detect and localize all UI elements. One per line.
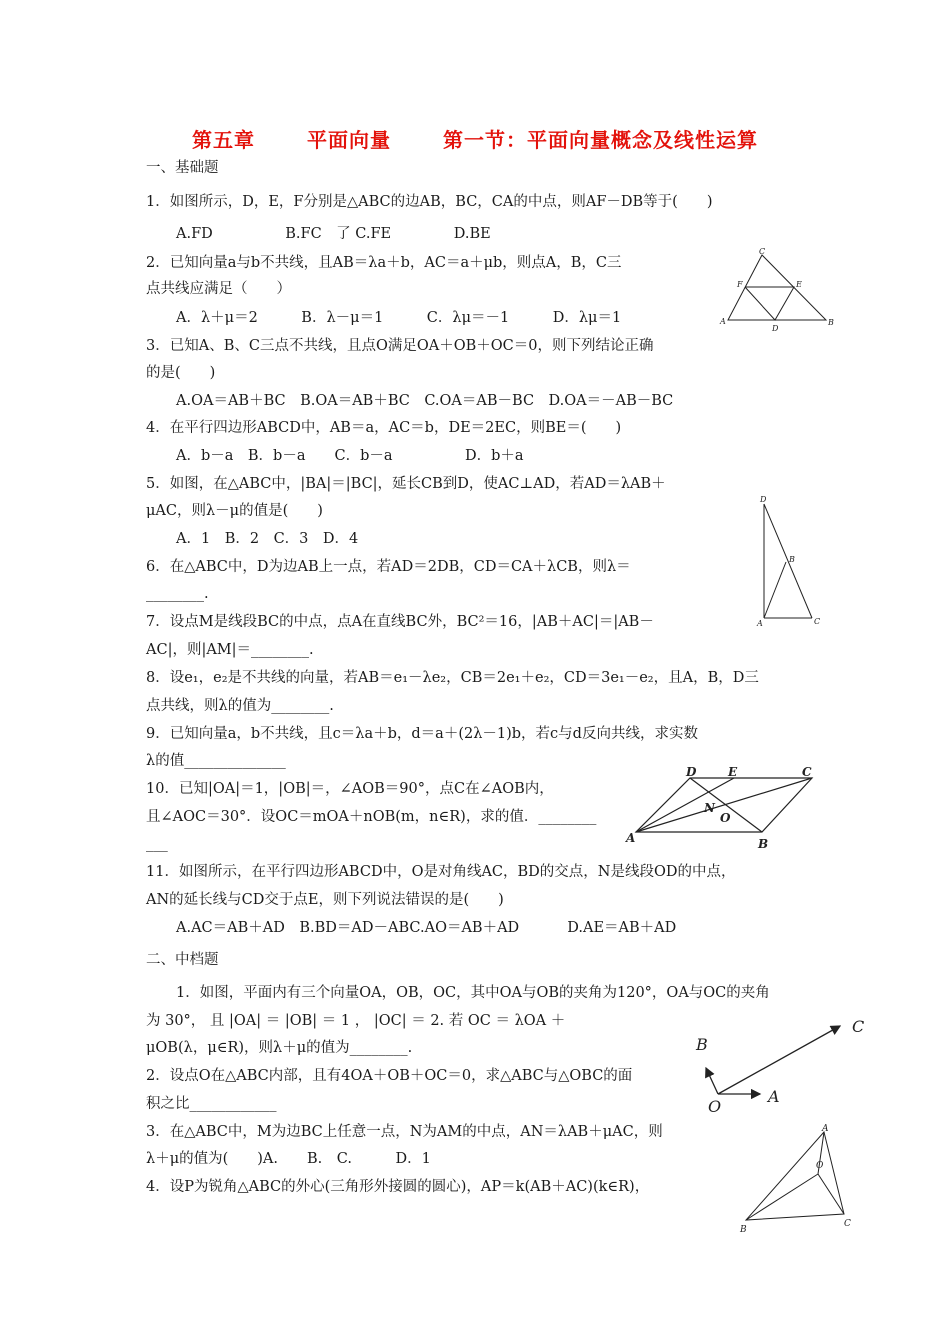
fig2-label: B	[789, 555, 795, 564]
problem-line: 2．已知向量a与b不共线，且AB＝λa＋b，AC＝a＋μb，则点A，B，C三	[146, 255, 622, 271]
fig5-label: C	[844, 1219, 851, 1229]
fig2-label: A	[757, 619, 763, 628]
problem-line: ___	[146, 836, 168, 852]
problem-line: AC|，则|AM|＝________.	[146, 642, 314, 658]
fig3-label: O	[720, 811, 731, 825]
section-heading-medium: 二、中档题	[146, 952, 219, 968]
fig3-label: D	[686, 765, 697, 779]
triangle-center-figure	[736, 1122, 860, 1236]
problem-line: ________.	[146, 586, 209, 602]
chapter-title: 第五章	[192, 128, 256, 152]
problem-line: μOB(λ，μ∈R)，则λ＋μ的值为________.	[146, 1040, 413, 1056]
fig4-label: B	[696, 1035, 708, 1054]
problem-line: A．1 B．2 C．3 D．4	[176, 531, 359, 547]
fig4-label: C	[852, 1017, 865, 1036]
fig5-label: B	[740, 1225, 747, 1235]
problem-line: A.OA＝AB＋BC B.OA＝AB＋BC C.OA＝AB－BC D.OA＝－AB－BC	[176, 393, 674, 409]
problem-line: 积之比____________	[146, 1096, 277, 1112]
section-heading-basic: 一、基础题	[146, 160, 219, 176]
problem-line: 1．如图，平面内有三个向量OA，OB，OC，其中OA与OB的夹角为120°，OA与OC的夹角	[176, 985, 770, 1001]
fig3-label: E	[728, 765, 738, 779]
problem-line: 4．在平行四边形ABCD中，AB＝a，AC＝b，DE＝2EC，则BE＝( )	[146, 420, 622, 436]
fig1-label: C	[759, 247, 766, 256]
fig1-label: E	[796, 280, 802, 289]
problem-line: 1．如图所示，D，E，F分别是△ABC的边AB，BC，CA的中点，则AF－DB等于( )	[146, 194, 713, 210]
problem-line: A．λ＋μ＝2 B．λ－μ＝1 C．λμ＝－1 D．λμ＝1	[176, 310, 622, 326]
problem-line: 2．设点O在△ABC内部，且有4OA＋OB＋OC＝0，求△ABC与△OBC的面	[146, 1068, 633, 1084]
problem-line: A.FD B.FC 了 C.FE D.BE	[176, 226, 491, 242]
section-title: 第一节：平面向量概念及线性运算	[442, 128, 758, 152]
problem-line: 3．在△ABC中，M为边BC上任意一点，N为AM的中点，AN＝λAB＋μAC，则	[146, 1124, 663, 1140]
problem-line: 为 30°， 且 |OA| ＝ |OB| ＝ 1 ， |OC| ＝ 2. 若 OC ＝ λOA ＋	[146, 1013, 566, 1029]
fig4-label: A	[768, 1087, 780, 1106]
fig5-label: O	[816, 1161, 824, 1171]
problem-line: μAC，则λ－μ的值是( )	[146, 503, 323, 519]
problem-line: λ＋μ的值为( )A. B. C. D．1	[146, 1151, 431, 1167]
fig3-label: B	[758, 837, 769, 851]
vector-figure	[690, 1008, 876, 1120]
problem-line: 11．如图所示，在平行四边形ABCD中，O是对角线AC，BD的交点，N是线段OD的中点，	[146, 864, 736, 880]
fig2-label: C	[814, 617, 821, 626]
fig1-label: D	[772, 324, 779, 333]
fig1-label: B	[828, 318, 834, 327]
problem-line: 6．在△ABC中，D为边AB上一点，若AD＝2DB，CD＝CA＋λCB，则λ＝	[146, 559, 631, 575]
problem-line: 点共线应满足（ ）	[146, 281, 291, 297]
problem-line: A．b－a B．b－a C．b－a D．b＋a	[176, 448, 524, 464]
fig3-label: N	[704, 801, 715, 815]
parallelogram-figure	[622, 760, 822, 852]
problem-line: 3．已知A、B、C三点不共线，且点O满足OA＋OB＋OC＝0，则下列结论正确	[146, 338, 654, 354]
topic-title: 平面向量	[307, 128, 391, 152]
problem-line: 5．如图，在△ABC中，|BA|＝|BC|，延长CB到D，使AC⊥AD，若AD＝λAB＋	[146, 476, 666, 492]
fig2-label: D	[760, 495, 767, 504]
triangle-extension-figure	[754, 490, 828, 630]
fig4-label: O	[708, 1097, 722, 1116]
page-title	[0, 124, 950, 153]
fig3-label: A	[626, 831, 636, 845]
problem-line: 9．已知向量a，b不共线，且c＝λa＋b，d＝a＋(2λ－1)b，若c与d反向共线，求实数	[146, 726, 698, 742]
fig1-label: A	[720, 317, 726, 326]
problem-line: 且∠AOC＝30°．设OC＝mOA＋nOB(m，n∈R)，求的值．________	[146, 809, 597, 825]
fig1-label: F	[737, 280, 743, 289]
problem-line: 7．设点M是线段BC的中点，点A在直线BC外，BC²＝16，|AB＋AC|＝|AB－	[146, 614, 654, 630]
problem-line: 10．已知|OA|＝1，|OB|＝，∠AOB＝90°，点C在∠AOB内，	[146, 781, 554, 797]
problem-line: 8．设e₁，e₂是不共线的向量，若AB＝e₁－λe₂，CB＝2e₁＋e₂，CD＝3e₁－e₂，且A，B，D三	[146, 670, 759, 686]
fig5-label: A	[822, 1124, 829, 1134]
problem-line: AN的延长线与CD交于点E，则下列说法错误的是( )	[146, 892, 504, 908]
fig3-label: C	[802, 765, 812, 779]
problem-line: 的是( )	[146, 365, 216, 381]
problem-line: 点共线，则λ的值为________.	[146, 698, 334, 714]
problem-line: A.AC＝AB＋AD B.BD＝AD－ABC.AO＝AB＋AD D.AE＝AB＋AD	[176, 920, 677, 936]
problem-line: λ的值______________	[146, 753, 286, 769]
problem-line: 4．设P为锐角△ABC的外心(三角形外接圆的圆心)，AP＝k(AB＋AC)(k∈R)，	[146, 1179, 650, 1195]
triangle-midpoint-figure	[716, 245, 840, 337]
